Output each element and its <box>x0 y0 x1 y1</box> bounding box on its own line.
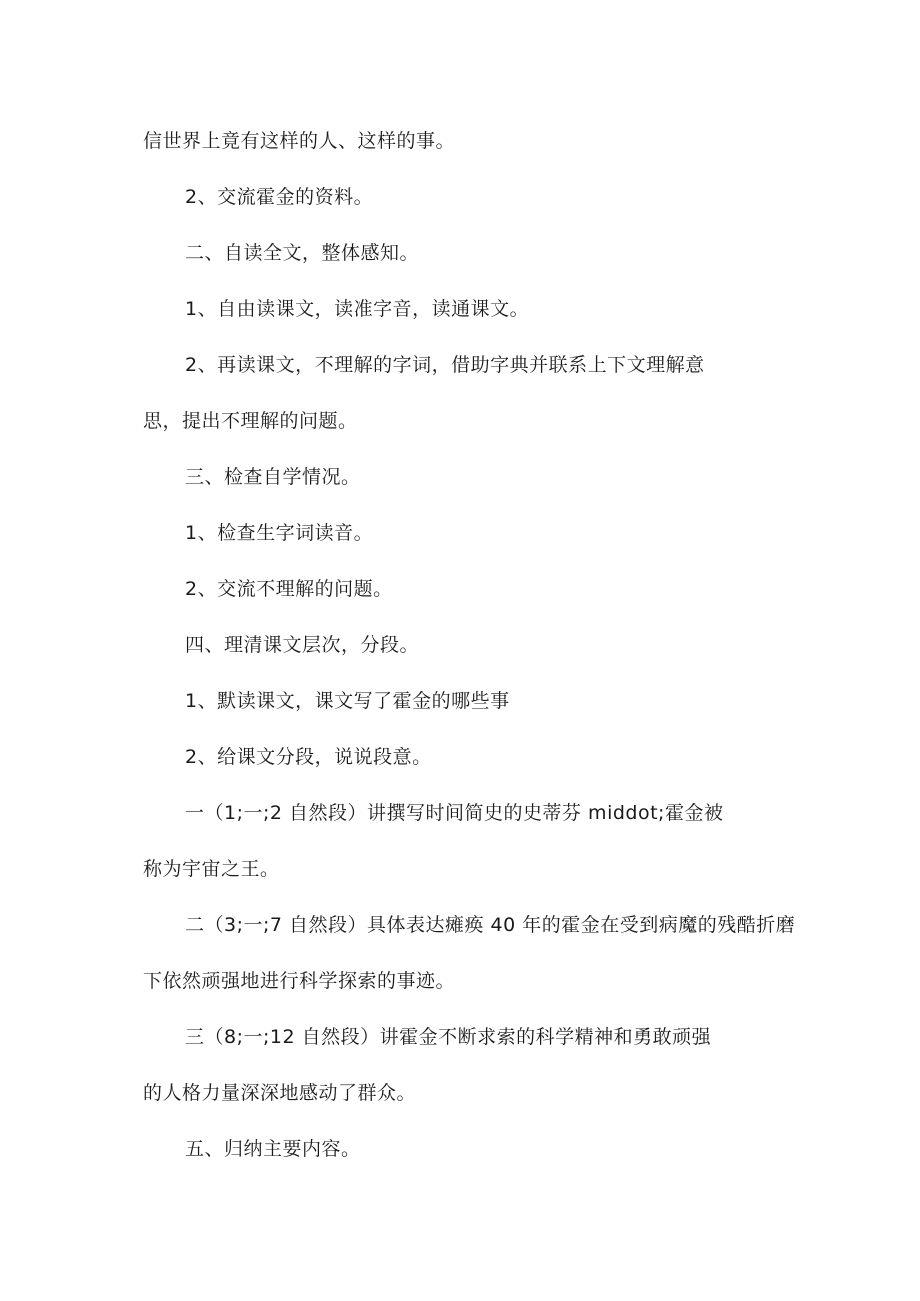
paragraph-line: 信世界上竟有这样的人、这样的事。 <box>143 130 456 152</box>
section-heading: 二、自读全文，整体感知。 <box>185 242 420 264</box>
paragraph-line: 1、默读课文，课文写了霍金的哪些事 <box>185 690 510 712</box>
paragraph-line: 2、再读课文，不理解的字词，借助字典并联系上下文理解意 <box>185 354 705 376</box>
paragraph-line: 下依然顽强地进行科学探索的事迹。 <box>143 970 456 992</box>
section-heading: 四、理清课文层次，分段。 <box>185 634 420 656</box>
paragraph-line: 2、给课文分段，说说段意。 <box>185 746 432 768</box>
section-heading: 三、检查自学情况。 <box>185 466 361 488</box>
section-heading: 五、归纳主要内容。 <box>185 1138 361 1160</box>
paragraph-line: 三（8;一;12 自然段）讲霍金不断求索的科学精神和勇敢顽强 <box>185 1026 712 1048</box>
paragraph-line: 2、交流不理解的问题。 <box>185 578 393 600</box>
paragraph-line: 1、自由读课文，读准字音，读通课文。 <box>185 298 530 320</box>
paragraph-line: 二（3;一;7 自然段）具体表达瘫痪 40 年的霍金在受到病魔的残酷折磨 <box>185 914 796 936</box>
paragraph-line: 2、交流霍金的资料。 <box>185 186 374 208</box>
paragraph-line: 1、检查生字词读音。 <box>185 522 374 544</box>
paragraph-line: 思，提出不理解的问题。 <box>143 410 358 432</box>
paragraph-line: 的人格力量深深地感动了群众。 <box>143 1082 417 1104</box>
paragraph-line: 称为宇宙之王。 <box>143 858 280 880</box>
paragraph-line: 一（1;一;2 自然段）讲撰写时间简史的史蒂芬 middot;霍金被 <box>185 802 724 824</box>
